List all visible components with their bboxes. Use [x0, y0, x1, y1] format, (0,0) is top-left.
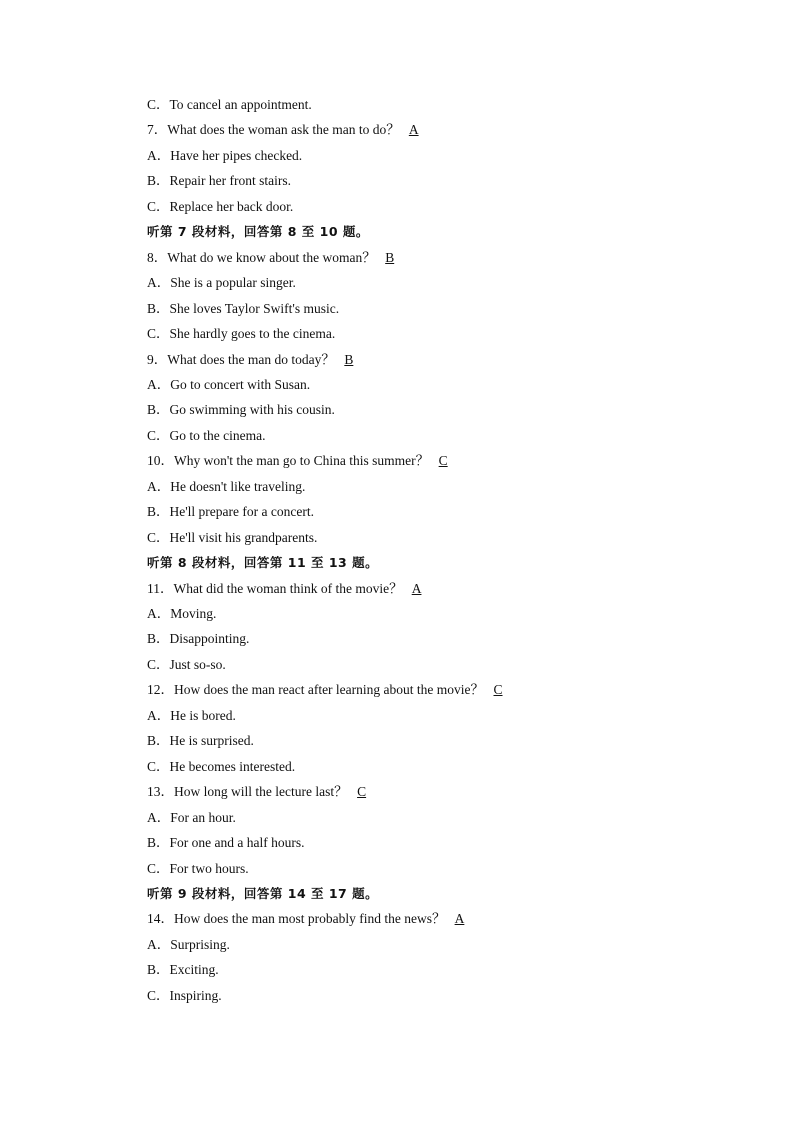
- section-heading: [147, 221, 369, 243]
- option-line: [147, 654, 226, 676]
- option-line: [147, 858, 249, 880]
- option-line: [147, 603, 216, 625]
- option-line: [147, 170, 291, 192]
- option-text: C．To cancel an appointment.: [147, 97, 312, 112]
- question-text: 12．How does the man react after learning about the movie？: [147, 682, 485, 697]
- option-text: A．She is a popular singer.: [147, 275, 296, 290]
- option-text: C．Inspiring.: [147, 988, 222, 1003]
- option-text: C．Replace her back door.: [147, 199, 294, 214]
- option-text: B．Go swimming with his cousin.: [147, 402, 335, 417]
- option-line: [147, 196, 293, 218]
- answer-blank: C: [438, 453, 448, 468]
- question-line: [147, 679, 510, 701]
- answer-blank: B: [344, 352, 354, 367]
- option-text: C．For two hours.: [147, 861, 249, 876]
- option-line: [147, 807, 236, 829]
- section-text: 听第 7 段材料，回答第 8 至 10 题。: [147, 224, 369, 239]
- option-text: B．Exciting.: [147, 962, 219, 977]
- option-text: B．Repair her front stairs.: [147, 173, 291, 188]
- option-text: C．She hardly goes to the cinema.: [147, 326, 336, 341]
- answer-blank: C: [357, 784, 367, 799]
- option-line: [147, 756, 295, 778]
- option-line: [147, 298, 339, 320]
- option-text: A．He doesn't like traveling.: [147, 479, 306, 494]
- option-line: [147, 145, 302, 167]
- option-line: [147, 985, 222, 1007]
- question-text: 13．How long will the lecture last？: [147, 784, 348, 799]
- option-line: [147, 501, 314, 523]
- option-line: [147, 94, 312, 116]
- section-heading: [147, 552, 378, 574]
- question-text: 8．What do we know about the woman？: [147, 250, 376, 265]
- option-text: A．Moving.: [147, 606, 217, 621]
- option-text: A．He is bored.: [147, 708, 236, 723]
- option-text: A．Go to concert with Susan.: [147, 377, 311, 392]
- answer-blank: A: [411, 581, 422, 596]
- answer-blank: A: [408, 122, 419, 137]
- option-text: B．For one and a half hours.: [147, 835, 305, 850]
- option-line: [147, 628, 249, 650]
- option-line: [147, 272, 296, 294]
- option-line: [147, 959, 219, 981]
- question-line: [147, 349, 361, 371]
- option-line: [147, 323, 335, 345]
- answer-blank: C: [493, 682, 503, 697]
- option-text: A．Have her pipes checked.: [147, 148, 303, 163]
- section-text: 听第 9 段材料，回答第 14 至 17 题。: [147, 886, 379, 901]
- option-line: [147, 527, 317, 549]
- question-line: [147, 908, 471, 930]
- question-line: [147, 119, 426, 141]
- option-text: C．He becomes interested.: [147, 759, 296, 774]
- option-line: [147, 705, 236, 727]
- question-text: 9．What does the man do today？: [147, 352, 335, 367]
- answer-blank: A: [454, 911, 465, 926]
- option-line: [147, 374, 310, 396]
- question-line: [147, 578, 429, 600]
- option-line: [147, 425, 265, 447]
- option-line: [147, 934, 230, 956]
- option-text: B．She loves Taylor Swift's music.: [147, 301, 340, 316]
- section-heading: [147, 883, 378, 905]
- question-line: [147, 450, 455, 472]
- question-text: 7．What does the woman ask the man to do？: [147, 122, 400, 137]
- option-text: A．Surprising.: [147, 937, 230, 952]
- option-line: [147, 399, 335, 421]
- option-text: C．Go to the cinema.: [147, 428, 266, 443]
- question-text: 10．Why won't the man go to China this summer？: [147, 453, 430, 468]
- answer-blank: B: [385, 250, 395, 265]
- option-text: C．He'll visit his grandparents.: [147, 530, 318, 545]
- option-line: [147, 832, 304, 854]
- question-line: [147, 781, 374, 803]
- option-line: [147, 730, 254, 752]
- option-text: C．Just so-so.: [147, 657, 226, 672]
- option-text: A．For an hour.: [147, 810, 236, 825]
- question-text: 14．How does the man most probably find the news？: [147, 911, 446, 926]
- option-line: [147, 476, 305, 498]
- question-text: 11．What did the woman think of the movie？: [147, 581, 403, 596]
- question-line: [147, 247, 402, 269]
- option-text: B．Disappointing.: [147, 631, 250, 646]
- option-text: B．He'll prepare for a concert.: [147, 504, 314, 519]
- section-text: 听第 8 段材料，回答第 11 至 13 题。: [147, 555, 379, 570]
- option-text: B．He is surprised.: [147, 733, 254, 748]
